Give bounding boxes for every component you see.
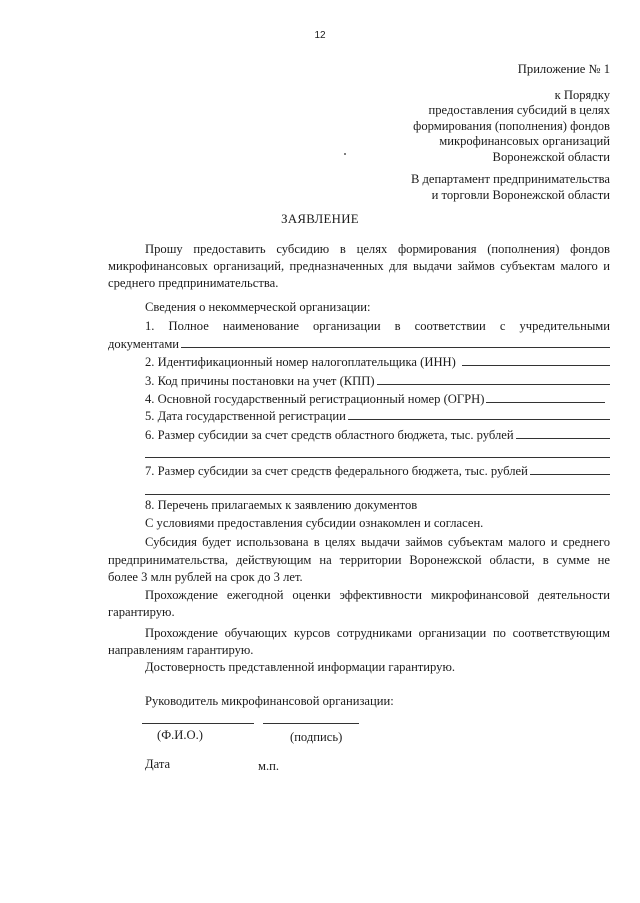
field-4-label: 4. Основной государственный регистрационный номер (ОГРН) bbox=[145, 392, 485, 406]
field-4-input-line[interactable] bbox=[486, 390, 605, 403]
appendix-line: предоставления субсидий в целях bbox=[428, 103, 610, 117]
info-heading: Сведения о некоммерческой организации: bbox=[145, 300, 371, 314]
page-number: 12 bbox=[314, 30, 326, 41]
field-6-row bbox=[145, 426, 610, 444]
appendix-line: Воронежской области bbox=[492, 149, 610, 164]
fio-caption: (Ф.И.О.) bbox=[157, 728, 203, 742]
document-title: ЗАЯВЛЕНИЕ bbox=[281, 212, 359, 226]
field-6-extra-line[interactable] bbox=[145, 457, 610, 458]
field-6-input-line[interactable] bbox=[516, 426, 610, 439]
training-line: Прохождение обучающих курсов сотрудниками организации по соответствующим bbox=[145, 626, 610, 640]
field-5-input-line[interactable] bbox=[348, 407, 610, 420]
addressee-line: В департамент предпринимательства bbox=[410, 172, 610, 186]
field-3-row bbox=[145, 372, 610, 390]
field-1-row bbox=[108, 335, 610, 353]
field-3-label: 3. Код причины постановки на учет (КПП) bbox=[145, 374, 375, 388]
field-6-label: 6. Размер субсидии за счет средств областного бюджета, тыс. рублей bbox=[145, 428, 514, 442]
intro-line: среднего предпринимательства. bbox=[108, 276, 279, 290]
field-2-row bbox=[145, 353, 610, 371]
training-line: направлениям гарантирую. bbox=[108, 643, 254, 657]
usage-line: более 3 млн рублей на срок до 3 лет. bbox=[108, 570, 303, 584]
seal-label: м.п. bbox=[258, 759, 280, 773]
addressee-line: и торговли Воронежской области bbox=[431, 187, 610, 202]
appendix-line: к Порядку bbox=[554, 87, 610, 102]
field-7-extra-line[interactable] bbox=[145, 494, 610, 495]
signature-caption: (подпись) bbox=[290, 730, 343, 744]
signature-line[interactable] bbox=[263, 723, 359, 724]
field-7-label: 7. Размер субсидии за счет средств федерального бюджета, тыс. рублей bbox=[145, 464, 528, 478]
field-8-label: 8. Перечень прилагаемых к заявлению документов bbox=[145, 498, 418, 512]
appendix-line: микрофинансовых организаций bbox=[439, 134, 610, 148]
evaluation-line: гарантирую. bbox=[108, 605, 175, 619]
field-7-row bbox=[145, 462, 610, 480]
stray-dot bbox=[344, 153, 346, 155]
field-1-label-cont: документами bbox=[108, 337, 180, 351]
evaluation-line: Прохождение ежегодной оценки эффективности микрофинансовой деятельности bbox=[145, 588, 610, 602]
appendix-line: формирования (пополнения) фондов bbox=[413, 118, 610, 133]
signature-heading: Руководитель микрофинансовой организации: bbox=[145, 694, 394, 708]
intro-line: микрофинансовых организаций, предназначенных для выдачи займов субъектам малого и bbox=[108, 259, 610, 273]
appendix-header bbox=[413, 62, 610, 165]
field-5-label: 5. Дата государственной регистрации bbox=[145, 409, 346, 423]
field-2-input-line[interactable] bbox=[462, 353, 610, 366]
intro-line: Прошу предоставить субсидию в целях формирования (пополнения) фондов bbox=[145, 242, 610, 256]
agreement-text: С условиями предоставления субсидии ознакомлен и согласен. bbox=[145, 516, 484, 530]
field-5-row bbox=[145, 407, 610, 425]
field-7-input-line[interactable] bbox=[530, 462, 610, 475]
field-4-row bbox=[145, 390, 605, 408]
usage-line: предпринимательства, действующим на территории Воронежской области, в сумме не bbox=[108, 553, 610, 567]
date-label: Дата bbox=[145, 757, 171, 771]
field-2-label: 2. Идентификационный номер налогоплательщика (ИНН) bbox=[145, 355, 456, 369]
addressee-block bbox=[411, 172, 610, 203]
field-1-input-line[interactable] bbox=[181, 335, 610, 348]
reliability-text: Достоверность представленной информации гарантирую. bbox=[145, 660, 456, 674]
appendix-title: Приложение № 1 bbox=[517, 62, 610, 76]
usage-line: Субсидия будет использована в целях выдачи займов субъектам малого и среднего bbox=[145, 535, 610, 549]
field-3-input-line[interactable] bbox=[377, 372, 610, 385]
field-1-label: 1. Полное наименование организации в соответствии с учредительными bbox=[145, 319, 610, 333]
fio-line[interactable] bbox=[142, 723, 254, 724]
